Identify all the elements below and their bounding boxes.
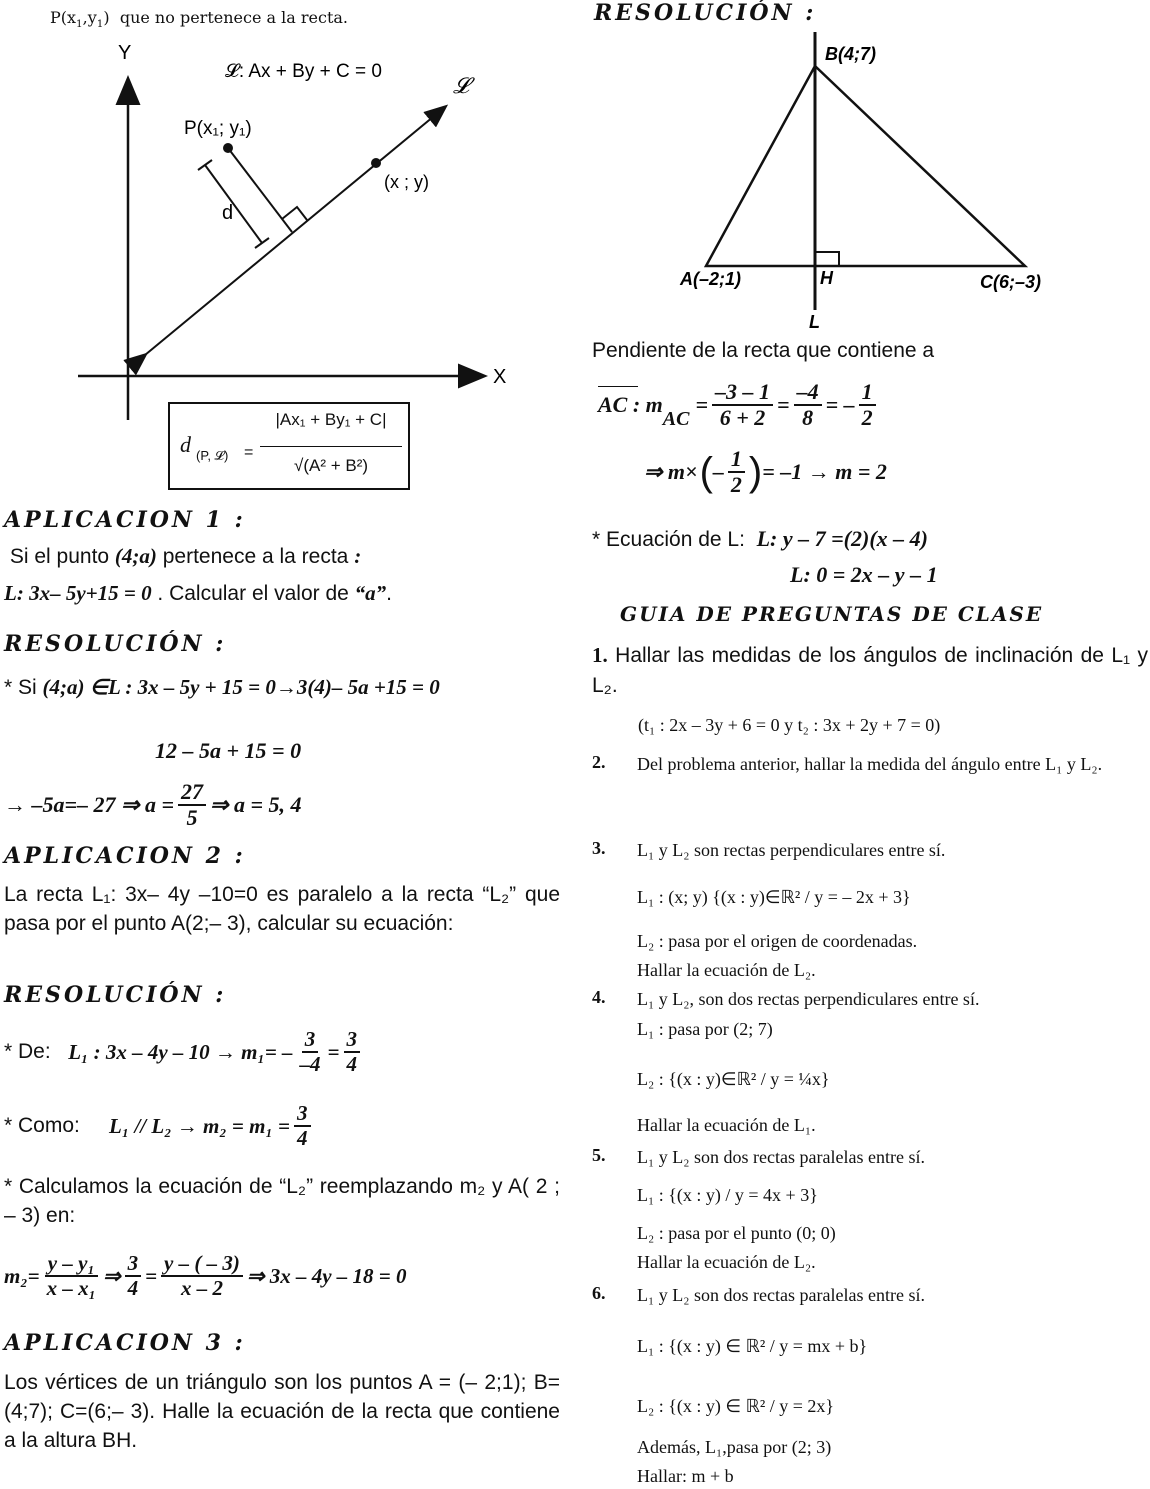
triangle-abc xyxy=(706,66,1025,266)
q5-line3: L₂ : pasa por el punto (0; 0) xyxy=(637,1223,836,1243)
vertex-c-label: C(6;–3) xyxy=(980,272,1042,292)
y-axis-label: Y xyxy=(118,42,132,64)
app2-calc-text: * Calculamos la ecuación de “L₂” reemplazando m₂ y A( 2 ; – 3) en: xyxy=(4,1175,560,1227)
q4-line2: L₁ : pasa por (2; 7) xyxy=(637,1019,773,1039)
q1: 1. Hallar las medidas de los ángulos de inclinación de L₁ y L₂. xyxy=(592,643,1148,697)
perp-condition-line: ⇒ m× ( – $\frac{1}{2}$ ) = –1 → m = 2 xyxy=(644,446,887,498)
app1-res-title: RESOLUCIÓN : xyxy=(4,631,227,657)
app1-step3: → –5a=– 27 ⇒ a = $\frac{27}{5}$ ⇒ a = 5, 4 xyxy=(4,779,302,831)
formula-numerator: |Ax₁ + By₁ + C| xyxy=(275,410,387,429)
app1-frac-den: 5 xyxy=(186,805,198,831)
right-angle-mark xyxy=(282,207,307,220)
distance-formula-box: d (P, 𝓛) = |Ax₁ + By₁ + C| √(A² + B²) xyxy=(168,402,410,490)
q5-line4: Hallar la ecuación de L₂. xyxy=(637,1252,816,1272)
q4-number: 4. xyxy=(592,987,606,1007)
app1-frac-num: 27 xyxy=(178,780,206,806)
right-res-title: RESOLUCIÓN : xyxy=(594,0,817,26)
app2-res-title: RESOLUCIÓN : xyxy=(4,982,227,1008)
right-angle-h xyxy=(815,252,839,266)
line-name: 𝓛 xyxy=(453,73,469,98)
app3-statement: Los vértices de un triángulo son los puntos A = (– 2;1); B=(4;7); C=(6;– 3). Halle la ecuación de la recta que contiene a la altura BH. xyxy=(4,1371,560,1452)
app1-equation-line: L: 3x– 5y+15 = 0 . Calcular el valor de “a”. xyxy=(4,581,393,605)
point-xy xyxy=(371,158,381,168)
q4-line1: L₁ y L₂, son dos rectas perpendiculares entre sí. xyxy=(637,989,980,1009)
distance-diagram xyxy=(60,35,540,435)
ecuacion-line2: L: 0 = 2x – y – 1 xyxy=(790,562,938,587)
q5-line1: L₁ y L₂ son dos rectas paralelas entre sí. xyxy=(637,1147,925,1167)
foot-h-label: H xyxy=(820,268,833,288)
q3-line2: L₁ : (x; y) {(x : y)∈ℝ² / y = – 2x + 3} xyxy=(637,887,911,907)
x-axis-label: X xyxy=(493,366,507,388)
app2-final-line: m₂= $\frac{\text{y – y₁}}{\text{x – x₁}}$ ⇒ $\frac{3}{4}$ = $\frac{y - ( - 3)}{x - 2}$ ⇒ 3x – 4y – 18 = 0 xyxy=(4,1251,407,1301)
triangle-diagram xyxy=(670,28,1090,338)
q3-line1: L₁ y L₂ son rectas perpendiculares entre sí. xyxy=(637,840,946,860)
line-l-label: L xyxy=(809,312,820,332)
app1-title: APLICACION 1 : xyxy=(4,507,246,533)
line-equation: 𝓛: Ax + By + C = 0 xyxy=(225,61,382,82)
app2-statement: La recta L₁: 3x– 4y –10=0 es paralelo a la recta “L₂” que pasa por el punto A(2;– 3), calcular su ecuación: xyxy=(4,883,560,935)
formula-sub: (P, 𝓛) xyxy=(196,448,229,463)
q6-line2: L₁ : {(x : y) ∈ ℝ² / y = mx + b} xyxy=(637,1336,868,1356)
d-label: d xyxy=(222,202,234,224)
slope-text: Pendiente de la recta que contiene a xyxy=(592,339,935,362)
q5-number: 5. xyxy=(592,1145,606,1165)
q6-number: 6. xyxy=(592,1283,606,1303)
q3-line4: Hallar la ecuación de L₂. xyxy=(637,960,816,980)
q6-line3: L₂ : {(x : y) ∈ ℝ² / y = 2x} xyxy=(637,1396,835,1416)
app3-title: APLICACION 3 : xyxy=(4,1330,246,1356)
formula-denominator: √(A² + B²) xyxy=(293,456,369,475)
q3-line3: L₂ : pasa por el origen de coordenadas. xyxy=(637,931,918,951)
app2-como-line: * Como: L₁ // L₂ → m₂ = m₁ = $\frac{3}{4}$ xyxy=(4,1102,315,1150)
q5-line2: L₁ : {(x : y) / y = 4x + 3} xyxy=(637,1185,818,1205)
point-xy-label: (x ; y) xyxy=(384,172,429,192)
vertex-b-label: B(4;7) xyxy=(825,44,877,64)
q2-number: 2. xyxy=(592,752,606,772)
q6-line1: L₁ y L₂ son dos rectas paralelas entre sí. xyxy=(637,1285,925,1305)
intro-point: $P(x_1,y_1)$ xyxy=(50,8,110,31)
q6-line4: Además, L₁,pasa por (2; 3) xyxy=(637,1437,832,1457)
app1-step1: * Si (4;a) ∈L : 3x – 5y + 15 = 0→3(4)– 5a +15 = 0 xyxy=(4,675,440,699)
ecuacion-line1: * Ecuación de L: L: y – 7 =(2)(x – 4) xyxy=(592,526,928,551)
intro-line xyxy=(50,8,348,30)
app1-statement: Si el punto (4;a) pertenece a la recta : xyxy=(9,544,362,568)
intro-text: que no pertenece a la recta. xyxy=(119,8,348,27)
app2-title: APLICACION 2 : xyxy=(4,843,246,869)
d-dimension xyxy=(205,165,262,243)
vertex-a-label: A(–2;1) xyxy=(680,269,742,289)
slope-ac-line: AC : m AC = $\frac{-3 - 1}{6 + 2}$ = $\frac{-4}{8}$ = – $\frac{1}{2}$ xyxy=(598,380,880,430)
guia-title: GUIA DE PREGUNTAS DE CLASE xyxy=(620,602,1044,626)
q4-line3: L₂ : {(x : y)∈ℝ² / y = ¼x} xyxy=(637,1069,830,1089)
app1-step2: 12 – 5a + 15 = 0 xyxy=(155,738,302,763)
q3-number: 3. xyxy=(592,838,606,858)
point-p-label: P(x₁; y₁) xyxy=(184,118,252,139)
q1-sub: (t₁ : 2x – 3y + 6 = 0 y t₂ : 3x + 2y + 7 = 0) xyxy=(638,715,941,735)
app2-de-line: * De: L₁ : 3x – 4y – 10 → m₁= – $\frac{3}{-4}$ = $\frac{3}{4}$ xyxy=(4,1028,364,1076)
formula-d: d xyxy=(180,432,191,457)
line-l xyxy=(145,107,445,355)
q2-text: Del problema anterior, hallar la medida del ángulo entre L₁ y L₂. xyxy=(637,754,1103,774)
q4-line4: Hallar la ecuación de L₁. xyxy=(637,1115,816,1135)
q6-line5: Hallar: m + b xyxy=(637,1466,734,1486)
